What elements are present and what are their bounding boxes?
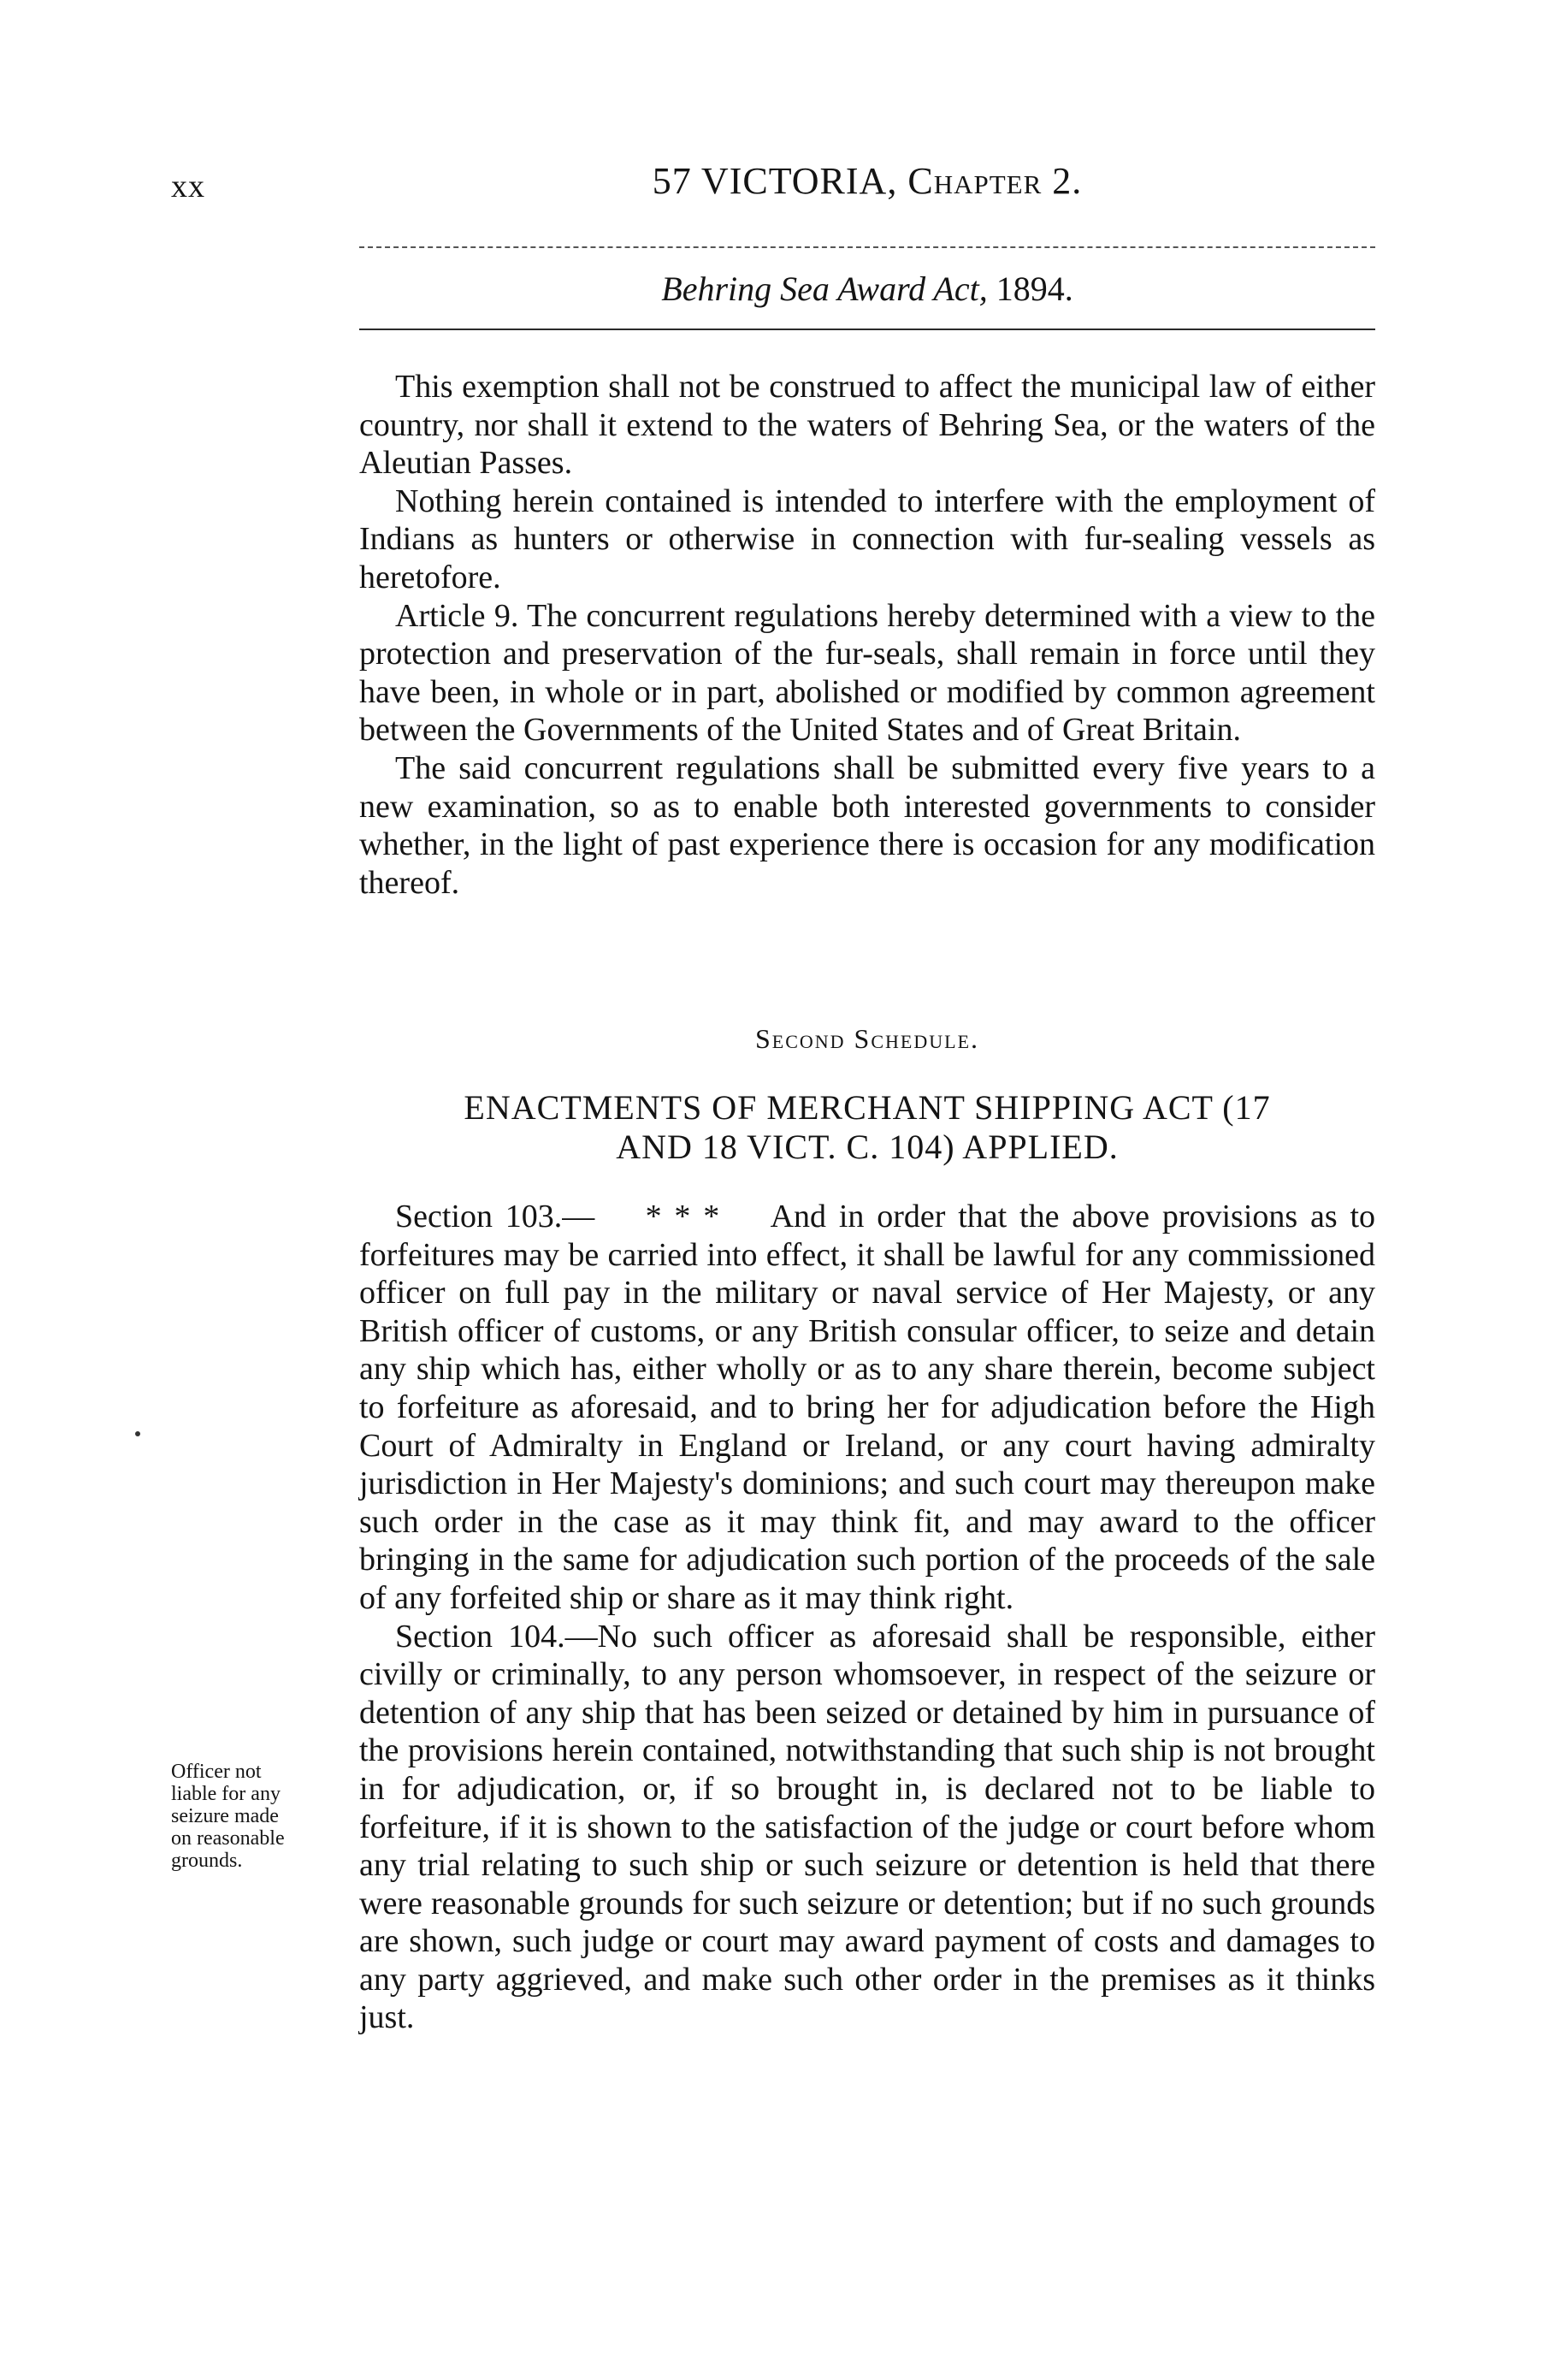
- act-title-italic: Behring Sea Award Act,: [661, 269, 996, 308]
- section-103-text: And in order that the above provisions as to forfeitures may be carried into effect, it shall be lawful for any commissioned officer on full pay in the military or naval service of Her Majesty, or any British officer of customs, or any British consular officer, to seize and detain any ship which has, either wholly or as to any share therein, become subject to forfeiture as aforesaid, and to bring her for adjudication before the High Court of Admiralty in England or Ireland, or any court having admiralty jurisdiction in Her Majesty's dominions; and such court may thereupon make such order in the case as it may think fit, and may award to the officer bringing in the same for adjudication such portion of the proceeds of the sale of any forfeited ship or share as it may think right.: [359, 1199, 1376, 1616]
- enactments-title-line1: ENACTMENTS OF MERCHANT SHIPPING ACT (17: [464, 1088, 1271, 1127]
- running-head-main: 57 VICTORIA,: [652, 160, 908, 202]
- section-103-stars: * * *: [645, 1199, 720, 1234]
- section-103: [359, 1198, 1375, 1618]
- marginal-note-line: on reasonable: [171, 1827, 285, 1850]
- marginal-note-line: seizure made: [171, 1805, 279, 1827]
- sections-text-block: [359, 1198, 1375, 2037]
- paragraph-exemption: This exemption shall not be construed to affect the municipal law of either country, nor shall it extend to the waters of Behring Sea, or the waters of the Aleutian Passes.: [359, 369, 1375, 482]
- marginal-note: [171, 1761, 358, 1872]
- paragraph-article-9: Article 9. The concurrent regulations hereby determined with a view to the protection and preservation of the fur-seals, shall remain in force until they have been, in whole or in part, abolished or modified by common agreement between the Governments of the United States and of Great Britain.: [359, 597, 1375, 749]
- act-title-year: 1894.: [996, 269, 1073, 308]
- paragraph-indians: Nothing herein contained is intended to interfere with the employment of Indians as hunters or otherwise in connection with fur-sealing vessels as heretofore.: [359, 483, 1375, 595]
- paragraph-examination: The said concurrent regulations shall be submitted every five years to a new examination, so as to enable both interested governments to consider whether, in the light of past experience there is occasion for any modification thereof.: [359, 749, 1375, 901]
- marginal-note-line: liable for any: [171, 1783, 281, 1805]
- section-103-label: Section 103.—: [395, 1199, 595, 1234]
- schedule-heading: Second Schedule.: [754, 1023, 980, 1054]
- header-rule-bottom: [359, 329, 1375, 330]
- enactments-title-line2: AND 18 VICT. C. 104) APPLIED.: [616, 1128, 1119, 1166]
- page-number: xx: [171, 169, 205, 204]
- enactments-title: [359, 1088, 1375, 1167]
- section-104: Section 104.—No such officer as aforesaid shall be responsible, either civilly or criminally, to any person whomsoever, in respect of the seizure or detention of any ship that has been seized or detained by him in pursuance of the provisions herein contained, notwithstanding that such ship is not brought in for adjudication, or, if so brought in, is declared not to be liable to forfeiture, if it is shown to the satisfaction of the judge or court before whom any trial relating to such ship or such seizure or detention is held that there were reasonable grounds for such seizure or detention; but if no such grounds are shown, such judge or court may award payment of costs and damages to any party aggrieved, and make such other order in the premises as it thinks just.: [359, 1618, 1375, 2036]
- treaty-text-block: [359, 368, 1375, 902]
- header-rule-top: [359, 246, 1375, 248]
- marginal-note-line: grounds.: [171, 1850, 243, 1872]
- running-head: [359, 159, 1375, 203]
- margin-dot-mark: [135, 1431, 140, 1436]
- running-head-chapter: Chapter 2.: [907, 160, 1083, 202]
- act-title: [359, 269, 1375, 309]
- marginal-note-line: Officer not: [171, 1761, 262, 1783]
